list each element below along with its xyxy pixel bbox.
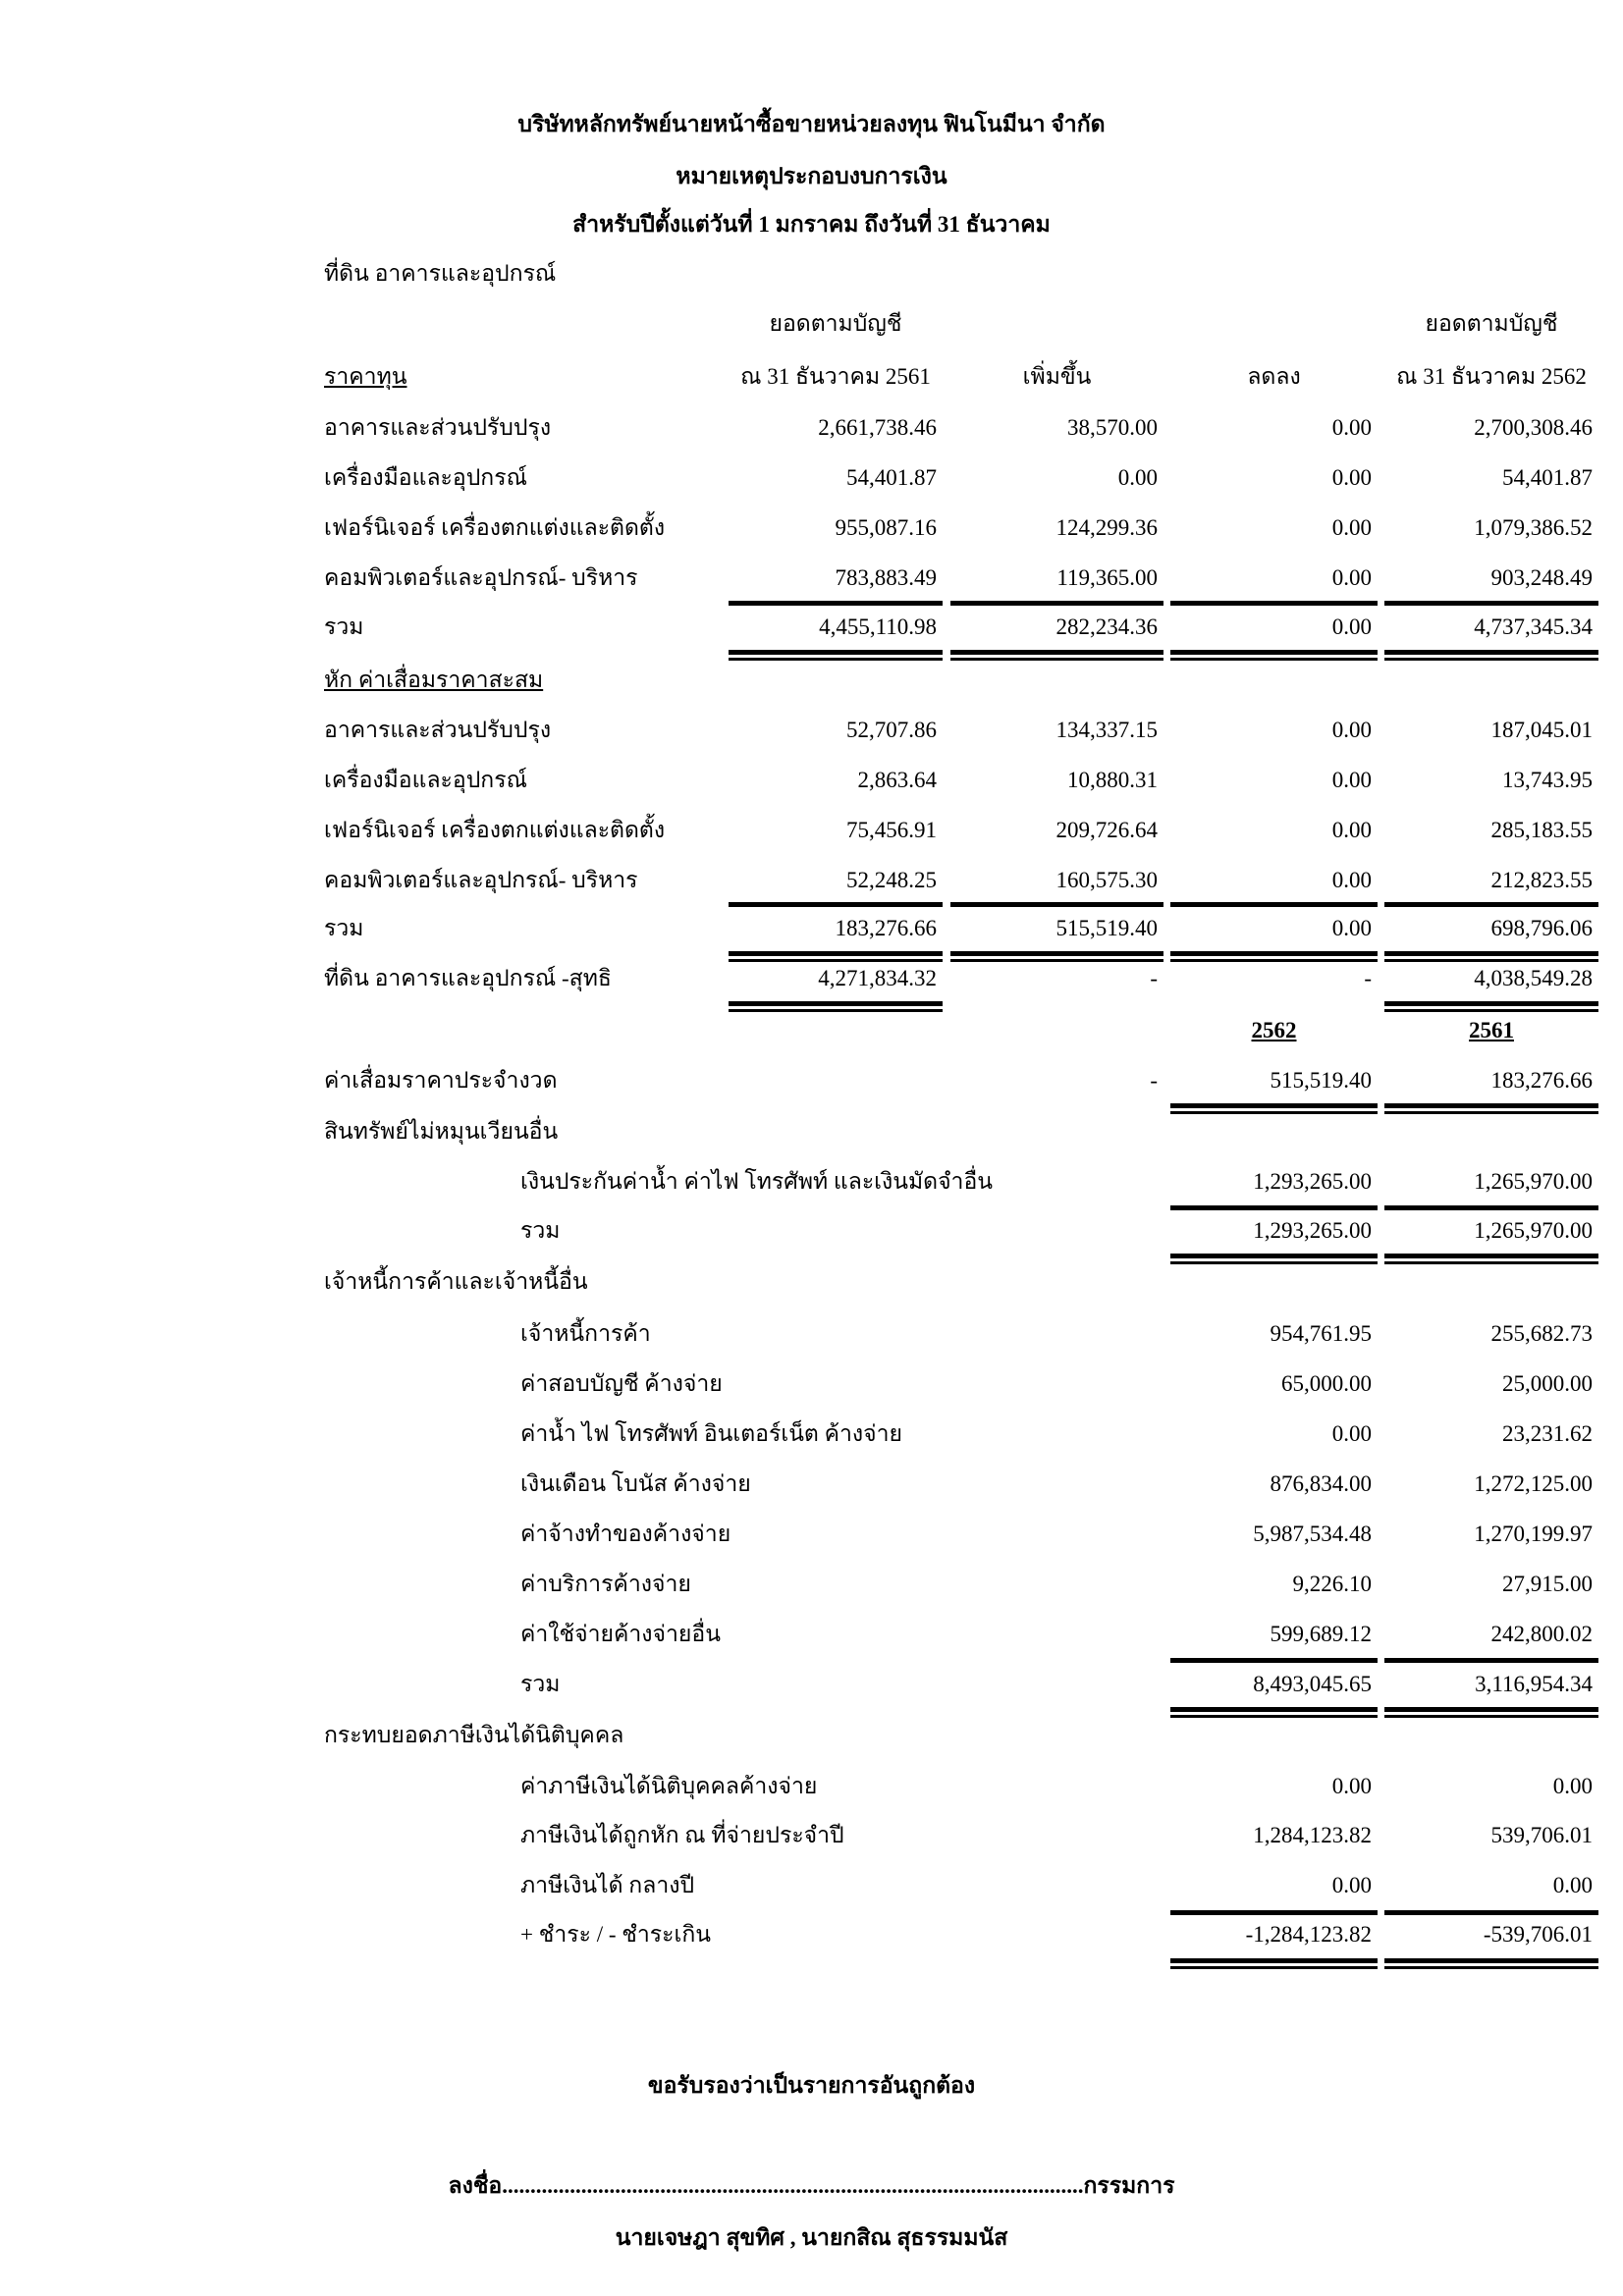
double-underline: [1384, 1707, 1598, 1712]
amount-cell: 0.00: [1331, 465, 1372, 490]
amount-cell: 27,915.00: [1502, 1572, 1593, 1596]
underline: [1170, 1910, 1378, 1915]
amount-cell: 255,682.73: [1490, 1321, 1593, 1346]
amount-cell: 65,000.00: [1281, 1371, 1372, 1396]
underline: [1384, 1910, 1598, 1915]
amount-cell: 183,276.66: [835, 916, 937, 940]
row-label: ค่าน้ำ ไฟ โทรศัพท์ อินเตอร์เน็ต ค้างจ่าย: [520, 1421, 903, 1446]
amount-cell: 13,743.95: [1502, 768, 1593, 792]
underline: [1384, 1658, 1598, 1663]
amount-cell: 0.00: [1331, 818, 1372, 842]
amount-cell: 1,272,125.00: [1474, 1471, 1593, 1496]
amount-cell: 1,079,386.52: [1474, 515, 1593, 540]
double-underline: [729, 1009, 943, 1012]
double-underline: [1170, 951, 1378, 956]
double-underline: [1170, 1254, 1378, 1258]
section-title: กระทบยอดภาษีเงินได้นิติบุคคล: [324, 1723, 624, 1747]
amount-cell: 4,737,345.34: [1474, 614, 1593, 639]
amount-cell: 242,800.02: [1490, 1622, 1593, 1646]
amount-cell: 1,293,265.00: [1253, 1169, 1372, 1194]
row-label: เฟอร์นิเจอร์ เครื่องตกแต่งและติดตั้ง: [324, 515, 666, 540]
double-underline: [1384, 1103, 1598, 1108]
amount-cell: 539,706.01: [1490, 1823, 1593, 1847]
amount-cell: 282,234.36: [1055, 614, 1158, 639]
underline: [1170, 1205, 1378, 1210]
amount-cell: 54,401.87: [1502, 465, 1593, 490]
column-header: ณ 31 ธันวาคม 2562: [1396, 364, 1587, 389]
amount-cell: 0.00: [1117, 465, 1158, 490]
double-underline: [1384, 1958, 1598, 1963]
amount-cell: 124,299.36: [1055, 515, 1158, 540]
amount-cell: -: [1364, 966, 1372, 990]
amount-cell: 2,661,738.46: [818, 415, 937, 440]
row-label: คอมพิวเตอร์และอุปกรณ์- บริหาร: [324, 868, 638, 892]
amount-cell: 876,834.00: [1270, 1471, 1372, 1496]
amount-cell: 698,796.06: [1490, 916, 1593, 940]
double-underline: [729, 658, 943, 661]
row-label: เครื่องมือและอุปกรณ์: [324, 465, 527, 490]
amount-cell: 515,519.40: [1055, 916, 1158, 940]
signatory-names: นายเจษฎา สุขทิศ , นายกสิณ สุธรรมมนัส: [615, 2225, 1008, 2250]
amount-cell: 515,519.40: [1270, 1068, 1372, 1093]
double-underline: [1384, 1254, 1598, 1258]
underline: [729, 601, 943, 606]
section-title-ppe: ที่ดิน อาคารและอุปกรณ์: [324, 261, 557, 286]
total-label: รวม: [324, 614, 364, 639]
amount-cell: -: [1150, 1068, 1158, 1093]
double-underline: [1170, 959, 1378, 962]
amount-cell: 0.00: [1552, 1774, 1593, 1798]
amount-cell: 8,493,045.65: [1253, 1672, 1372, 1696]
section-title: สินทรัพย์ไม่หมุนเวียนอื่น: [324, 1119, 559, 1144]
row-label: ค่าบริการค้างจ่าย: [520, 1572, 691, 1596]
underline: [1384, 902, 1598, 907]
amount-cell: 209,726.64: [1055, 818, 1158, 842]
column-header: ณ 31 ธันวาคม 2561: [740, 364, 931, 389]
amount-cell: 0.00: [1331, 916, 1372, 940]
underline: [1170, 601, 1378, 606]
amount-cell: 4,455,110.98: [819, 614, 937, 639]
amount-cell: -: [1150, 966, 1158, 990]
depreciation-heading: หัก ค่าเสื่อมราคาสะสม: [324, 667, 544, 692]
amount-cell: -1,284,123.82: [1245, 1922, 1372, 1947]
amount-cell: 52,707.86: [846, 718, 937, 742]
amount-cell: 0.00: [1331, 1774, 1372, 1798]
double-underline: [1384, 1001, 1598, 1006]
double-underline: [729, 959, 943, 962]
underline: [1384, 601, 1598, 606]
row-label: อาคารและส่วนปรับปรุง: [324, 415, 552, 440]
amount-cell: 0.00: [1331, 614, 1372, 639]
amount-cell: 0.00: [1331, 1421, 1372, 1446]
amount-cell: 25,000.00: [1502, 1371, 1593, 1396]
amount-cell: 599,689.12: [1270, 1622, 1372, 1646]
double-underline: [1384, 650, 1598, 655]
underline: [950, 902, 1163, 907]
amount-cell: 903,248.49: [1490, 565, 1593, 590]
column-header: ยอดตามบัญชี: [1425, 311, 1558, 336]
double-underline: [1384, 959, 1598, 962]
amount-cell: 75,456.91: [846, 818, 937, 842]
column-header: ลดลง: [1247, 364, 1301, 389]
amount-cell: 10,880.31: [1067, 768, 1158, 792]
amount-cell: 187,045.01: [1490, 718, 1593, 742]
double-underline: [1170, 1103, 1378, 1108]
amount-cell: 183,276.66: [1490, 1068, 1593, 1093]
section-title: เจ้าหนี้การค้าและเจ้าหนี้อื่น: [324, 1269, 588, 1294]
net-label: ที่ดิน อาคารและอุปกรณ์ -สุทธิ: [324, 966, 612, 990]
statement-period: สำหรับปีตั้งแต่วันที่ 1 มกราคม ถึงวันที่ 31 ธันวาคม: [572, 212, 1051, 237]
double-underline: [1384, 1111, 1598, 1114]
year-header: 2562: [1251, 1018, 1297, 1042]
amount-cell: 160,575.30: [1055, 868, 1158, 892]
double-underline: [1384, 1715, 1598, 1718]
double-underline: [1384, 1261, 1598, 1264]
underline: [1384, 1205, 1598, 1210]
double-underline: [729, 650, 943, 655]
double-underline: [1170, 1707, 1378, 1712]
row-label: ค่าภาษีเงินได้นิติบุคคลค้างจ่าย: [520, 1774, 818, 1798]
row-label: ค่าเสื่อมราคาประจำงวด: [324, 1068, 558, 1093]
amount-cell: 3,116,954.34: [1475, 1672, 1593, 1696]
amount-cell: 5,987,534.48: [1253, 1522, 1372, 1546]
double-underline: [1170, 1261, 1378, 1264]
double-underline: [950, 951, 1163, 956]
double-underline: [1384, 1966, 1598, 1969]
amount-cell: 212,823.55: [1490, 868, 1593, 892]
amount-cell: 0.00: [1331, 565, 1372, 590]
amount-cell: 38,570.00: [1067, 415, 1158, 440]
year-header: 2561: [1469, 1018, 1514, 1042]
row-label: เฟอร์นิเจอร์ เครื่องตกแต่งและติดตั้ง: [324, 818, 666, 842]
company-name: บริษัทหลักทรัพย์นายหน้าซื้อขายหน่วยลงทุน ฟินโนมีนา จำกัด: [517, 112, 1106, 136]
column-header: ยอดตามบัญชี: [769, 311, 902, 336]
amount-cell: 0.00: [1552, 1873, 1593, 1897]
underline: [729, 902, 943, 907]
amount-cell: 955,087.16: [835, 515, 937, 540]
amount-cell: 1,265,970.00: [1474, 1169, 1593, 1194]
double-underline: [729, 951, 943, 956]
row-label: อาคารและส่วนปรับปรุง: [324, 718, 552, 742]
cost-heading: ราคาทุน: [324, 364, 407, 389]
amount-cell: 134,337.15: [1055, 718, 1158, 742]
row-label: เงินประกันค่าน้ำ ค่าไฟ โทรศัพท์ และเงินมัดจำอื่น: [520, 1169, 994, 1194]
certification-text: ขอรับรองว่าเป็นรายการอันถูกต้อง: [647, 2073, 976, 2098]
amount-cell: 954,761.95: [1270, 1321, 1372, 1346]
double-underline: [1170, 1958, 1378, 1963]
row-label: ค่าจ้างทำของค้างจ่าย: [520, 1522, 731, 1546]
amount-cell: 54,401.87: [846, 465, 937, 490]
amount-cell: 783,883.49: [835, 565, 937, 590]
double-underline: [1170, 1111, 1378, 1114]
amount-cell: 0.00: [1331, 718, 1372, 742]
double-underline: [729, 1001, 943, 1006]
amount-cell: 1,293,265.00: [1253, 1218, 1372, 1243]
amount-cell: 0.00: [1331, 1873, 1372, 1897]
amount-cell: 1,270,199.97: [1474, 1522, 1593, 1546]
underline: [1170, 902, 1378, 907]
underline: [1170, 1658, 1378, 1663]
amount-cell: 4,271,834.32: [818, 966, 937, 990]
signature-line: ลงชื่อ.......................................................................................................กรรมการ: [448, 2173, 1175, 2198]
double-underline: [950, 650, 1163, 655]
total-label: รวม: [520, 1672, 561, 1696]
amount-cell: 1,265,970.00: [1474, 1218, 1593, 1243]
amount-cell: 9,226.10: [1292, 1572, 1372, 1596]
amount-cell: -539,706.01: [1483, 1922, 1593, 1947]
amount-cell: 0.00: [1331, 768, 1372, 792]
underline: [950, 601, 1163, 606]
row-label: ภาษีเงินได้ถูกหัก ณ ที่จ่ายประจำปี: [520, 1823, 844, 1847]
amount-cell: 0.00: [1331, 415, 1372, 440]
statement-title: หมายเหตุประกอบงบการเงิน: [676, 164, 947, 188]
double-underline: [1170, 658, 1378, 661]
row-label: ภาษีเงินได้ กลางปี: [520, 1873, 695, 1897]
amount-cell: 0.00: [1331, 515, 1372, 540]
amount-cell: 4,038,549.28: [1474, 966, 1593, 990]
double-underline: [1384, 951, 1598, 956]
double-underline: [1170, 1715, 1378, 1718]
amount-cell: 23,231.62: [1502, 1421, 1593, 1446]
total-label: รวม: [324, 916, 364, 940]
row-label: เจ้าหนี้การค้า: [520, 1321, 651, 1346]
double-underline: [950, 658, 1163, 661]
double-underline: [1170, 650, 1378, 655]
total-label: + ชำระ / - ชำระเกิน: [520, 1922, 711, 1947]
row-label: ค่าใช้จ่ายค้างจ่ายอื่น: [520, 1622, 721, 1646]
double-underline: [1170, 1966, 1378, 1969]
amount-cell: 2,700,308.46: [1474, 415, 1593, 440]
amount-cell: 285,183.55: [1490, 818, 1593, 842]
amount-cell: 1,284,123.82: [1253, 1823, 1372, 1847]
double-underline: [950, 959, 1163, 962]
amount-cell: 0.00: [1331, 868, 1372, 892]
row-label: เครื่องมือและอุปกรณ์: [324, 768, 527, 792]
row-label: คอมพิวเตอร์และอุปกรณ์- บริหาร: [324, 565, 638, 590]
amount-cell: 119,365.00: [1056, 565, 1158, 590]
double-underline: [1384, 1009, 1598, 1012]
row-label: เงินเดือน โบนัส ค้างจ่าย: [520, 1471, 751, 1496]
amount-cell: 52,248.25: [846, 868, 937, 892]
double-underline: [1384, 658, 1598, 661]
column-header: เพิ่มขึ้น: [1022, 364, 1092, 389]
row-label: ค่าสอบบัญชี ค้างจ่าย: [520, 1371, 723, 1396]
total-label: รวม: [520, 1218, 561, 1243]
amount-cell: 2,863.64: [857, 768, 937, 792]
